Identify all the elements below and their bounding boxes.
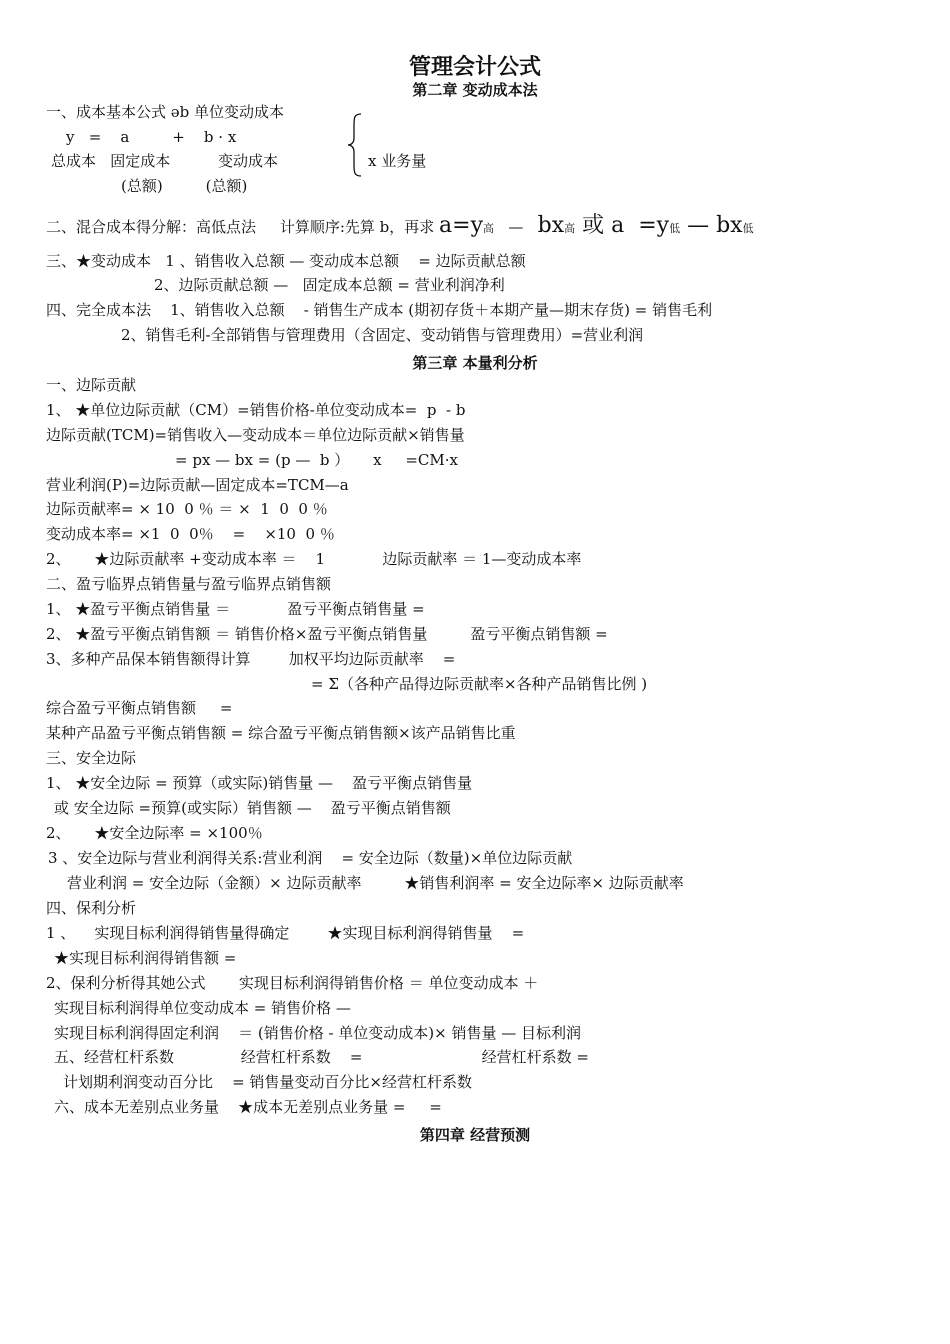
line-target-unit-vc: 实现目标利润得单位变动成本 = 销售价格 — [54, 999, 351, 1017]
line-cost-formula: 一、成本基本公式 əb 单位变动成本 [46, 103, 285, 121]
section-contribution-margin: 一、边际贡献 [46, 376, 137, 394]
line-variable-costing-1: 三、★变动成本 1 、销售收入总额 — 变动成本总额 = 边际贡献总额 [46, 252, 526, 270]
line-multi-product: 3、多种产品保本销售额得计算 加权平均边际贡献率 = [46, 650, 456, 668]
line-safety-margin-sales: 或 安全边际 =预算(或实际）销售额 — 盈亏平衡点销售额 [54, 799, 451, 817]
line-product-breakeven: 某种产品盈亏平衡点销售额 = 综合盈亏平衡点销售额×该产品销售比重 [46, 724, 516, 742]
chapter-4-heading: 第四章 经营预测 [419, 1126, 531, 1144]
chapter-2-heading: 第二章 变动成本法 [412, 81, 538, 99]
section-safety-margin: 三、安全边际 [46, 749, 137, 767]
line-weighted-cm: = Σ（各种产品得边际贡献率×各种产品销售比例 ) [311, 675, 648, 693]
line-operating-leverage: 五、经营杠杆系数 经营杠杆系数 = 经营杠杆系数 = [54, 1048, 589, 1066]
line-total-labels: (总额) (总额) [121, 177, 248, 195]
line-absorption-costing-1: 四、完全成本法 1、销售收入总额 - 销售生产成本 (期初存货＋本期产量—期末存货) = 销售毛利 [46, 301, 713, 319]
line-variable-costing-2: 2、边际贡献总额 — 固定成本总额 = 营业利润净利 [154, 276, 505, 294]
document-title: 管理会计公式 [408, 55, 541, 80]
line-safety-profit-relation: 3 、安全边际与营业利润得关系:营业利润 = 安全边际（数量)×单位边际贡献 [48, 849, 573, 867]
line-cm-ratio: 边际贡献率= × 10 0 ％ ＝ × 1 0 0 ％ [46, 500, 328, 518]
line-absorption-costing-2: 2、销售毛利-全部销售与管理费用（含固定、变动销售与管理费用）=营业利润 [121, 326, 644, 344]
chapter-3-heading: 第三章 本量利分析 [412, 354, 538, 372]
section-breakeven: 二、盈亏临界点销售量与盈亏临界点销售额 [46, 575, 332, 593]
line-high-low-method: 二、混合成本得分解：高低点法 计算顺序:先算 b，再求 a=y高 — bx高 或 a =y低 — bx低 [46, 213, 754, 238]
line-target-sales: ★实现目标利润得销售额 = [54, 949, 237, 967]
line-safety-margin-qty: 1、 ★安全边际 = 预算（或实际)销售量 — 盈亏平衡点销售量 [46, 774, 473, 792]
line-vc-ratio: 变动成本率= ×1 0 0％ = ×10 0 ％ [46, 525, 335, 543]
line-combined-breakeven: 综合盈亏平衡点销售额 = [46, 699, 233, 717]
line-indifference-point: 六、成本无差别点业务量 ★成本无差别点业务量 = = [54, 1098, 442, 1116]
line-breakeven-sales: 2、 ★盈亏平衡点销售额 ＝ 销售价格×盈亏平衡点销售量 盈亏平衡点销售额 = [46, 625, 608, 643]
line-y-equation: y = a + b · x [66, 128, 237, 146]
line-unit-cm: 1、 ★单位边际贡献（CM）=销售价格-单位变动成本= p - b [46, 401, 466, 419]
curly-brace-icon [345, 112, 367, 178]
line-breakeven-qty: 1、 ★盈亏平衡点销售量 ＝ 盈亏平衡点销售量 = [46, 600, 425, 618]
line-target-qty: 1 、 实现目标利润得销售量得确定 ★实现目标利润得销售量 = [46, 924, 525, 942]
line-tcm: 边际贡献(TCM)=销售收入—变动成本＝单位边际贡献×销售量 [46, 426, 465, 444]
section-target-profit: 四、保利分析 [46, 899, 137, 917]
line-ratio-relation: 2、 ★边际贡献率 +变动成本率 ＝ 1 边际贡献率 ＝ 1—变动成本率 [46, 550, 582, 568]
line-operating-profit: 营业利润(P)=边际贡献—固定成本=TCM—a [46, 476, 349, 494]
line-target-price: 2、保利分析得其她公式 实现目标利润得销售价格 ＝ 单位变动成本 ＋ [46, 974, 539, 992]
line-profit-formula: 营业利润 = 安全边际（金额）× 边际贡献率 ★销售利润率 = 安全边际率× 边际贡献率 [67, 874, 684, 892]
line-target-fixed: 实现目标利润得固定利润 ＝ (销售价格 - 单位变动成本)× 销售量 — 目标利润 [54, 1024, 582, 1042]
line-tcm-expansion: = px — bx = (p — b ） x =CM·x [175, 451, 459, 469]
line-profit-change: 计划期利润变动百分比 = 销售量变动百分比×经营杠杆系数 [63, 1073, 472, 1091]
line-safety-margin-ratio: 2、 ★安全边际率 = ×100％ [46, 824, 263, 842]
line-cost-labels: 总成本 固定成本 变动成本 [51, 152, 278, 170]
line-volume-label: x 业务量 [368, 152, 427, 170]
